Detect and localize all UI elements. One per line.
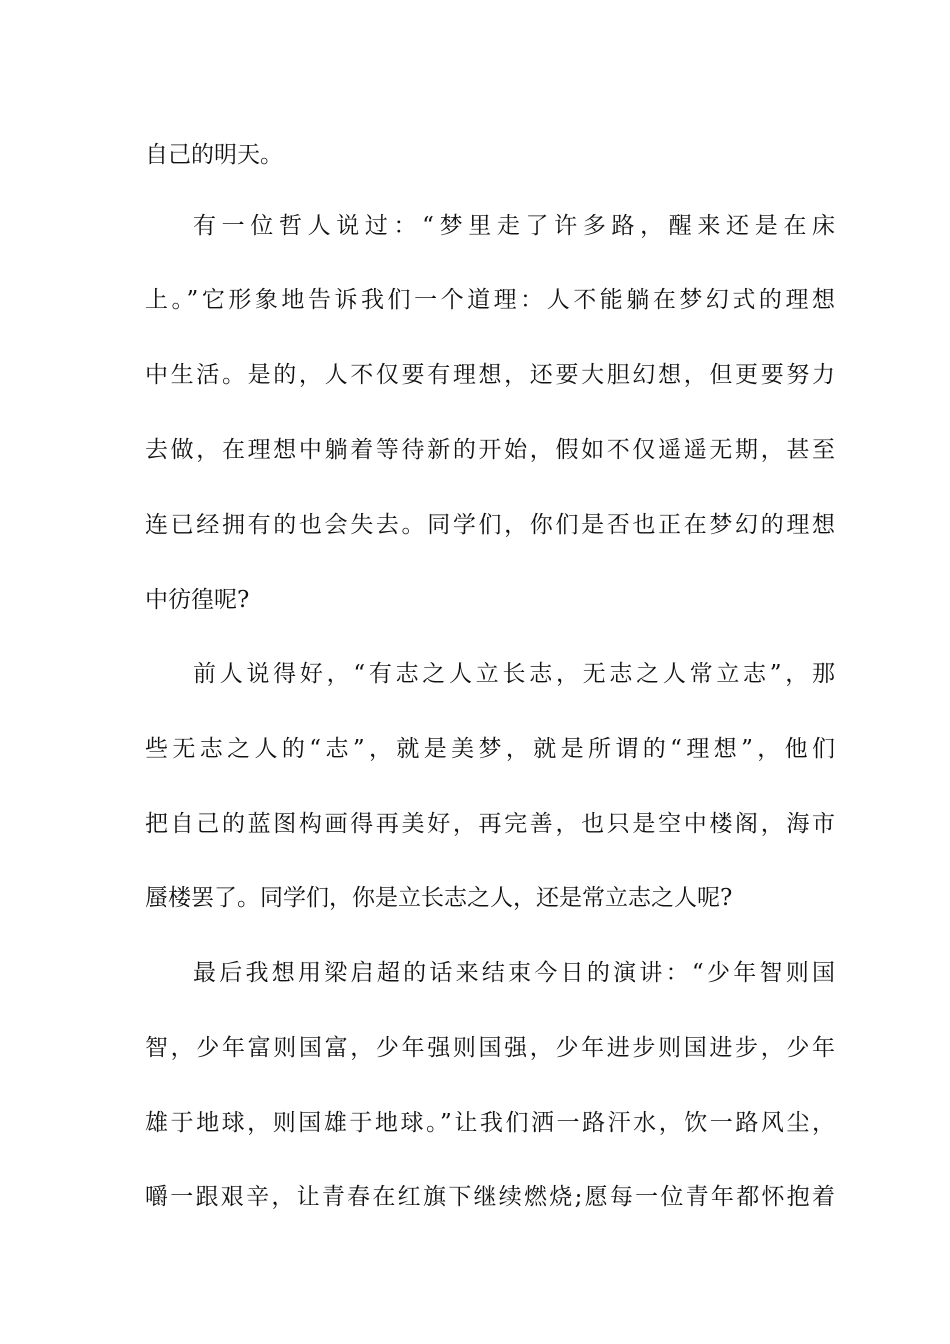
text-line: 自己的明天。 xyxy=(145,142,283,168)
text-line: 蜃楼罢了。同学们，你是立长志之人，还是常立志之人呢? xyxy=(145,885,733,911)
text-line: 连已经拥有的也会失去。同学们，你们是否也正在梦幻的理想 xyxy=(145,512,835,538)
text-line: 去做，在理想中躺着等待新的开始，假如不仅遥遥无期，甚至 xyxy=(145,437,835,463)
text-line: 中彷徨呢? xyxy=(145,587,250,613)
text-line: 中生活。是的，人不仅要有理想，还要大胆幻想，但更要努力 xyxy=(145,362,835,388)
text-line: 上。”它形象地告诉我们一个道理：人不能躺在梦幻式的理想 xyxy=(145,287,835,313)
text-line: 把自己的蓝图构画得再美好，再完善，也只是空中楼阁，海市 xyxy=(145,811,835,837)
text-line: 智，少年富则国富，少年强则国强，少年进步则国进步，少年 xyxy=(145,1035,835,1061)
text-line: 最后我想用梁启超的话来结束今日的演讲：“少年智则国 xyxy=(193,960,835,986)
text-line: 雄于地球，则国雄于地球。”让我们洒一路汗水，饮一路风尘， xyxy=(145,1110,835,1136)
text-line: 些无志之人的“志”，就是美梦，就是所谓的“理想”，他们 xyxy=(145,736,835,762)
text-line: 前人说得好，“有志之人立长志，无志之人常立志”，那 xyxy=(193,661,835,687)
text-line: 嚼一跟艰辛，让青春在红旗下继续燃烧;愿每一位青年都怀抱着 xyxy=(145,1184,835,1210)
text-line: 有一位哲人说过：“梦里走了许多路，醒来还是在床 xyxy=(193,213,835,239)
